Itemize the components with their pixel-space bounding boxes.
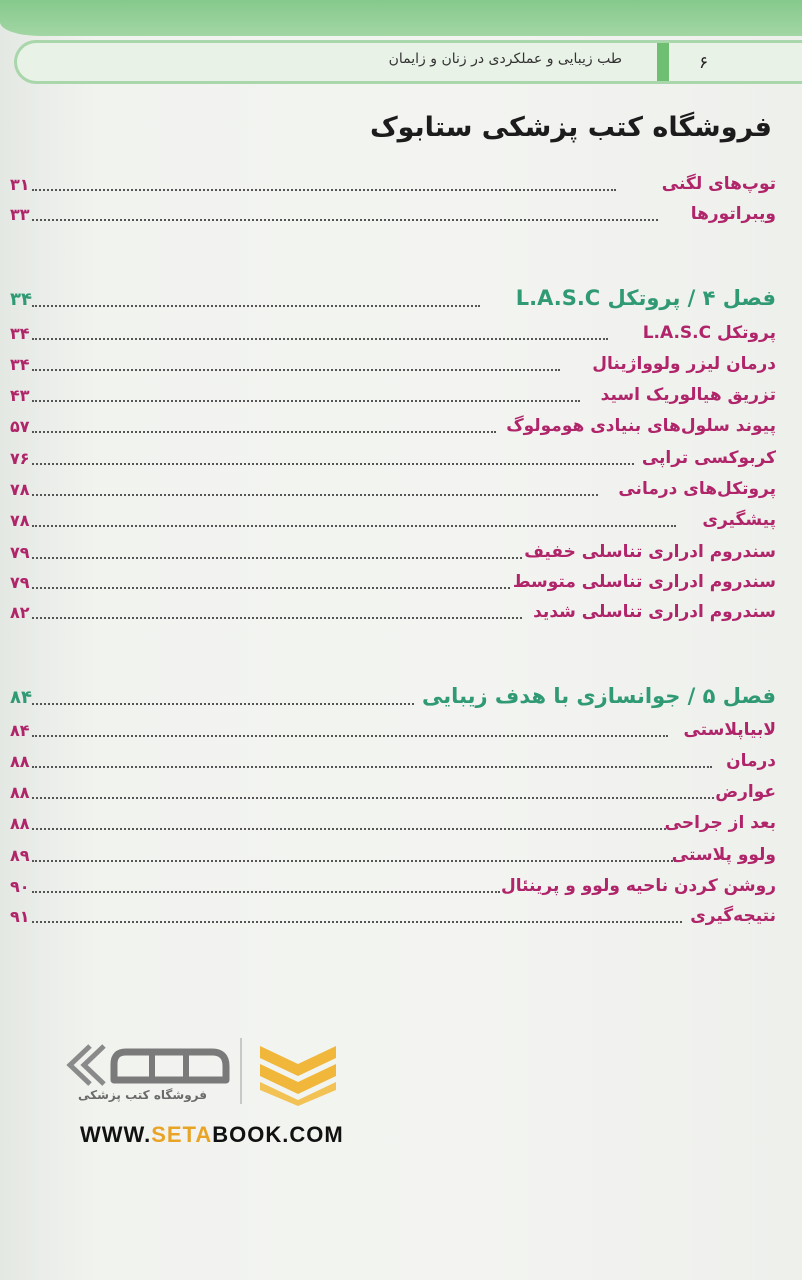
toc-entry	[10, 196, 776, 226]
toc-entry-title: کربوکسی تراپی	[641, 448, 776, 468]
leader-dots	[32, 587, 510, 589]
chapter-heading-4	[10, 282, 776, 312]
toc-entry-page: ۴۳	[10, 386, 30, 405]
chapter-title: فصل ۵ / جوانسازی با هدف زیبایی	[422, 684, 776, 708]
toc-entry-page: ۷۹	[10, 543, 30, 562]
leader-dots	[32, 525, 676, 527]
toc-entry-title: روشن کردن ناحیه ولوو و پرینئال	[500, 876, 776, 896]
toc-entry-page: ۳۱	[10, 175, 30, 194]
toc-entry	[10, 440, 776, 470]
toc-entry-title: پروتکل L.A.S.C	[642, 323, 776, 343]
chapter-page: ۸۴	[10, 687, 32, 708]
toc-entry-title: عوارض	[715, 782, 776, 802]
toc-entry-title: سندروم ادراری تناسلی خفیف	[524, 542, 776, 562]
toc-entry-title: نتیجه‌گیری	[690, 906, 776, 926]
leader-dots	[32, 617, 522, 619]
store-title: فروشگاه کتب پزشکی ستابوک	[369, 112, 772, 143]
toc-entry	[10, 502, 776, 532]
toc-entry	[10, 315, 776, 345]
leader-dots	[32, 219, 658, 221]
header-page-number: ۶	[699, 53, 709, 73]
toc-entry	[10, 805, 776, 835]
toc-entry-title: بعد از جراحی	[664, 813, 776, 833]
toc-entry-page: ۷۸	[10, 511, 30, 530]
toc-entry	[10, 837, 776, 867]
website-suffix: BOOK.COM	[212, 1122, 344, 1147]
leader-dots	[32, 766, 712, 768]
leader-dots	[32, 891, 500, 893]
leader-dots	[32, 921, 682, 923]
toc-entry-page: ۷۸	[10, 480, 30, 499]
toc-entry	[10, 408, 776, 438]
toc-entry-title: توپ‌های لگنی	[661, 174, 776, 194]
toc-entry-title: سندروم ادراری تناسلی شدید	[533, 602, 776, 622]
toc-entry	[10, 774, 776, 804]
toc-entry	[10, 377, 776, 407]
toc-entry	[10, 594, 776, 624]
leader-dots	[32, 735, 668, 737]
toc-entry	[10, 166, 776, 196]
leader-dots	[32, 557, 522, 559]
toc-entry-title: درمان لیزر ولوواژینال	[592, 354, 776, 374]
chapter-heading-5	[10, 680, 776, 710]
toc-entry-page: ۵۷	[10, 417, 30, 436]
toc-entry-page: ۸۸	[10, 783, 30, 802]
logo-subtitle: فروشگاه کتب پزشکی	[78, 1088, 207, 1102]
leader-dots	[32, 494, 598, 496]
logo-separator	[240, 1038, 242, 1104]
top-green-band	[0, 0, 802, 36]
leader-dots	[32, 305, 480, 307]
toc-entry-page: ۸۸	[10, 752, 30, 771]
header-title: طب زیبایی و عملکردی در زنان و زایمان	[388, 51, 622, 67]
toc-entry-page: ۸۹	[10, 846, 30, 865]
toc-entry-title: ولوو پلاستی	[671, 845, 776, 865]
leader-dots	[32, 369, 560, 371]
leader-dots	[32, 860, 676, 862]
toc-entry-title: لابیاپلاستی	[683, 720, 776, 740]
leader-dots	[32, 338, 608, 340]
website-url	[80, 1122, 344, 1148]
toc-entry-title: پیشگیری	[702, 510, 776, 530]
toc-entry-title: تزریق هیالوریک اسید	[600, 385, 776, 405]
toc-entry-page: ۸۸	[10, 814, 30, 833]
toc-entry-page: ۸۲	[10, 603, 30, 622]
toc-entry	[10, 534, 776, 564]
leader-dots	[32, 431, 496, 433]
toc-entry-title: سندروم ادراری تناسلی متوسط	[512, 572, 776, 592]
leader-dots	[32, 400, 580, 402]
toc-entry-page: ۳۳	[10, 205, 30, 224]
toc-entry	[10, 564, 776, 594]
toc-entry	[10, 898, 776, 928]
website-accent: SETA	[151, 1122, 213, 1147]
toc-entry	[10, 712, 776, 742]
toc-entry-page: ۳۴	[10, 324, 30, 343]
toc-entry	[10, 471, 776, 501]
toc-entry	[10, 868, 776, 898]
leader-dots	[32, 463, 634, 465]
toc-entry	[10, 346, 776, 376]
toc-entry-title: ویبراتورها	[690, 204, 776, 224]
leader-dots	[32, 828, 666, 830]
chapter-title: فصل ۴ / پروتکل L.A.S.C	[515, 286, 776, 310]
toc-entry-page: ۸۴	[10, 721, 30, 740]
leader-dots	[32, 189, 616, 191]
website-prefix: WWW.	[80, 1122, 152, 1147]
header-divider	[657, 43, 669, 81]
toc-entry-title: درمان	[726, 751, 776, 771]
book-chevron-icon	[256, 1042, 340, 1106]
running-header	[14, 40, 802, 84]
toc-entry-page: ۳۴	[10, 355, 30, 374]
setabook-wordmark-icon	[62, 1040, 238, 1090]
toc-entry-title: پروتکل‌های درمانی	[618, 479, 776, 499]
toc-entry-page: ۹۱	[10, 907, 30, 926]
leader-dots	[32, 797, 714, 799]
toc-entry-page: ۹۰	[10, 877, 30, 896]
toc-entry-page: ۷۶	[10, 449, 30, 468]
toc-entry-title: پیوند سلول‌های بنیادی هومولوگ	[506, 416, 776, 436]
chapter-page: ۳۴	[10, 289, 32, 310]
toc-entry-page: ۷۹	[10, 573, 30, 592]
leader-dots	[32, 703, 414, 705]
toc-entry	[10, 743, 776, 773]
